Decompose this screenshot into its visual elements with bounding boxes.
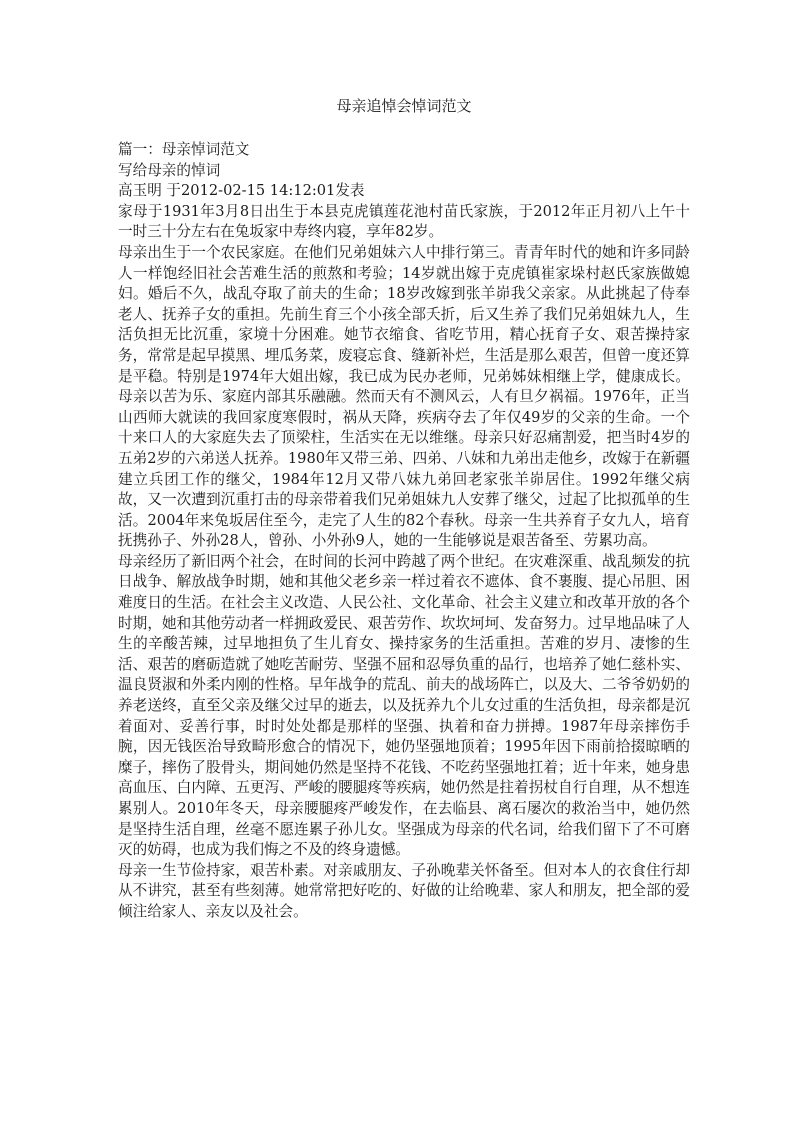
paragraph-birth: 家母于1931年3月8日出生于本县克虎镇莲花池村苗氏家族，于2012年正月初八上午十一时三十分左右在兔坂家中寿终内寝，享年82岁。 [118,202,690,241]
subheading: 写给母亲的悼词 [118,161,221,179]
paragraph-frugality: 母亲一生节俭持家，艰苦朴素。对亲戚朋友、子孙晚辈关怀备至。但对本人的衣食住行却从不讲究，甚至有些刻薄。她常常把好吃的、好做的让给晚辈、家人和朋友，把全部的爱倾注给家人、亲友以及社会。 [118,861,690,920]
byline: 高玉明 于2012-02-15 14:12:01发表 [118,182,365,200]
paragraph-family-history: 母亲出生于一个农民家庭。在他们兄弟姐妹六人中排行第三。青青年时代的她和许多同龄人一样饱经旧社会苦难生活的煎熬和考验；14岁就出嫁于克虎镇崔家垛村赵氏家族做媳妇。婚后不久，战乱夺取了前夫的生命；18岁改嫁到张羊峁我父亲家。从此挑起了侍奉老人、抚养子女的重担。先前生育三个小孩全部夭折，后又生养了我们兄弟姐妹九人，生活负担无比沉重，家境十分困难。她节衣缩食、省吃节用，精心抚育子女、艰苦操持家务，常常是起早摸黑、埋瓜务菜，废寝忘食、缝新补烂，生活是那么艰苦，但曾一度还算是平稳。特别是1974年大姐出嫁，我已成为民办老师，兄弟姊妹相继上学，健康成长。母亲以苦为乐、家庭内部其乐融融。然而天有不测风云，人有旦夕祸福。1976年，正当山西师大就读的我回家度寒假时，祸从天降，疾病夺去了年仅49岁的父亲的生命。一个十来口人的大家庭失去了顶梁柱，生活实在无以维继。母亲只好忍痛割爱，把当时4岁的五弟2岁的六弟送人抚养。1980年又带三弟、四弟、八妹和九弟出走他乡，改嫁于在新疆建立兵团工作的继父，1984年12月又带八妹九弟回老家张羊峁居住。1992年继父病故，又一次遭到沉重打击的母亲带着我们兄弟姐妹九人安葬了继父，过起了比拟孤单的生活。2004年来兔坂居住至今，走完了人生的82个春秋。母亲一生共养育子女九人，培育抚携孙子、外孙28人，曾孙、小外孙9人，她的一生能够说是艰苦备至、劳累功高。 [118,243,690,550]
paragraph-life-experience: 母亲经历了新旧两个社会，在时间的长河中跨越了两个世纪。在灾难深重、战乱频发的抗日战争、解放战争时期，她和其他父老乡亲一样过着衣不遮体、食不裹腹、提心吊胆、困难度日的生活。在社会主义改造、人民公社、文化革命、社会主义建立和改革开放的各个时期，她和其他劳动者一样拥政爱民、艰苦劳作、坎坎坷坷、发奋努力。过早地品味了人生的辛酸苦辣，过早地担负了生儿育女、操持家务的生活重担。苦难的岁月、凄惨的生活、艰苦的磨砺造就了她吃苦耐劳、坚强不屈和忍辱负重的品行，也培养了她仁慈朴实、温良贤淑和外柔内刚的性格。早年战争的荒乱、前夫的战场阵亡，以及大、二爷爷奶奶的养老送终，直至父亲及继父过早的逝去，以及抚养九个儿女过重的生活负担，母亲都是沉着面对、妥善行事，时时处处都是那样的坚强、执着和奋力拼搏。1987年母亲摔伤手腕，因无钱医治导致畸形愈合的情况下，她仍坚强地顶着；1995年因下雨前拾掇晾晒的糜子，摔伤了股骨头，期间她仍然是坚持不花钱、不吃药坚强地扛着；近十年来，她身患高血压、白内障、五更泻、严峻的腰腿疼等疾病，她仍然是拄着拐杖自行自理，从不想连累别人。2010年冬天，母亲腰腿疼严峻发作，在去临县、离石屡次的救治当中，她仍然是坚持生活自理，丝毫不愿连累子孙儿女。坚强成为母亲的代名词，给我们留下了不可磨灭的妨碍，也成为我们悔之不及的终身遗憾。 [118,552,690,859]
section-heading: 篇一：母亲悼词范文 [118,141,250,158]
document-title: 母亲追悼会悼词范文 [336,97,472,115]
